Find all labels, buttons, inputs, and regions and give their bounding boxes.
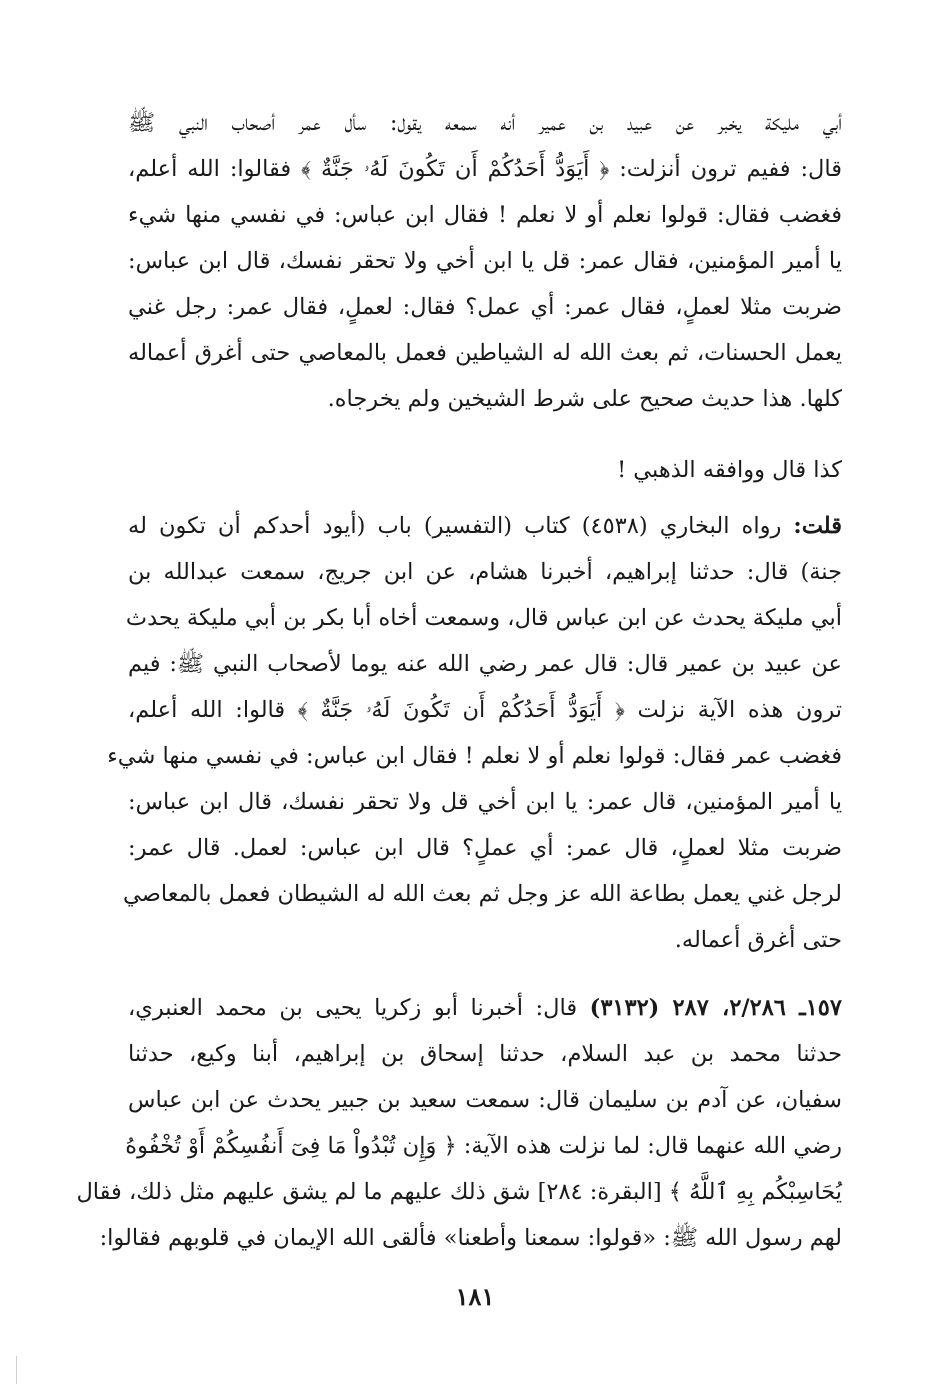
text-line: ضربت مثلا لعملٍ، فقال عمر: أي عمل؟ فقال: لعملٍ، فقال عمر: رجل غني	[128, 294, 842, 320]
text-line: ضربت مثلا لعملٍ، قال عمر: أي عملٍ؟ قال ابن عباس: لعمل. قال عمر:	[128, 835, 842, 861]
text-line-rest: رواه البخاري (٤٥٣٨) كتاب (التفسير) باب (أيود أحدكم أن تكون له	[128, 513, 794, 539]
text-line	[128, 503, 842, 549]
text-line-rest: قال: أخبرنا أبو زكريا يحيى بن محمد العنبري،	[128, 995, 590, 1021]
text-line: لرجل غني يعمل بطاعة الله عز وجل ثم بعث الله له الشيطان فعمل بالمعاصي	[122, 881, 842, 907]
qultu-label: قلت:	[793, 513, 842, 539]
text-line: أبي مليكة يخبر عن عبيد بن عمير أنه سمعه يقول: سأل عمر أصحاب النبي ﷺ	[128, 110, 842, 136]
text-line: حدثنا محمد بن عبد السلام، حدثنا إسحاق بن إبراهيم، أبنا وكيع، حدثنا	[128, 1041, 842, 1067]
text-line: رضي الله عنهما قال: لما نزلت هذه الآية: ﴿ وَإِن تُبْدُواْ مَا فِىٓ أَنفُسِكُمْ أَوْ تُخْفُوهُ	[125, 1133, 842, 1159]
text-line: جنة) قال: حدثنا إبراهيم، أخبرنا هشام، عن ابن جريج، سمعت عبدالله بن	[128, 559, 842, 585]
hadith-number: ١٥٧ـ ٢/٢٨٦، ٢٨٧ (٣١٣٢)	[589, 995, 842, 1021]
paragraph-hadith-continuation	[128, 100, 842, 422]
text-line: عن عبيد بن عمير قال: قال عمر رضي الله عنه يوما لأصحاب النبي ﷺ: فيم	[128, 651, 842, 677]
text-line: حتى أغرق أعماله.	[674, 927, 842, 953]
text-line: أبي مليكة يحدث عن ابن عباس قال، وسمعت أخاه أبا بكر بن أبي مليكة يحدث	[125, 605, 842, 631]
scan-edge-mark	[16, 1356, 17, 1384]
text-line	[128, 985, 842, 1031]
text-line: ترون هذه الآية نزلت ﴿ أَيَوَدُّ أَحَدُكُمْ أَن تَكُونَ لَهُۥ جَنَّةٌ ﴾ قالوا: الله أعلم،	[128, 697, 842, 723]
page-number: ١٨١	[455, 1282, 495, 1311]
text-line: فغضب عمر فقال: قولوا نعلم أو لا نعلم ! فقال ابن عباس: في نفسي منها شيء	[107, 743, 842, 769]
text-line: لهم رسول الله ﷺ: «قولوا: سمعنا وأطعنا» فألقى الله الإيمان في قلوبهم فقالوا:	[99, 1225, 842, 1251]
text-line: يا أمير المؤمنين، فقال عمر: قل يا ابن أخي ولا تحقر نفسك، قال ابن عباس:	[128, 248, 842, 274]
text-line: فغضب فقال: قولوا نعلم أو لا نعلم ! فقال ابن عباس: في نفسي منها شيء	[128, 202, 842, 228]
text-line: قال: ففيم ترون أنزلت: ﴿ أَيَوَدُّ أَحَدُكُمْ أَن تَكُونَ لَهُۥ جَنَّةٌ ﴾ فقالوا: الله أعلم،	[128, 156, 842, 182]
text-line: سفيان، عن آدم بن سليمان قال: سمعت سعيد بن جبير يحدث عن ابن عباس	[128, 1087, 842, 1113]
paragraph-hadith-157	[76, 985, 842, 1261]
paragraph-qultu-commentary	[107, 503, 842, 963]
text-line: يعمل الحسنات، ثم بعث الله له الشياطين فعمل بالمعاصي حتى أغرق أعماله	[128, 340, 842, 366]
paragraph-dhahabi-note	[128, 447, 842, 493]
text-line: كذا قال ووافقه الذهبي !	[617, 457, 842, 483]
text-line: يُحَاسِبْكُم بِهِ ٱللَّهُ ﴾ [البقرة: ٢٨٤] شق ذلك عليهم ما لم يشق عليهم مثل ذلك، فقال	[76, 1179, 842, 1205]
text-line: يا أمير المؤمنين، قال عمر: يا ابن أخي قل ولا تحقر نفسك، قال ابن عباس:	[128, 789, 842, 815]
text-line: كلها. هذا حديث صحيح على شرط الشيخين ولم يخرجاه.	[327, 386, 842, 412]
